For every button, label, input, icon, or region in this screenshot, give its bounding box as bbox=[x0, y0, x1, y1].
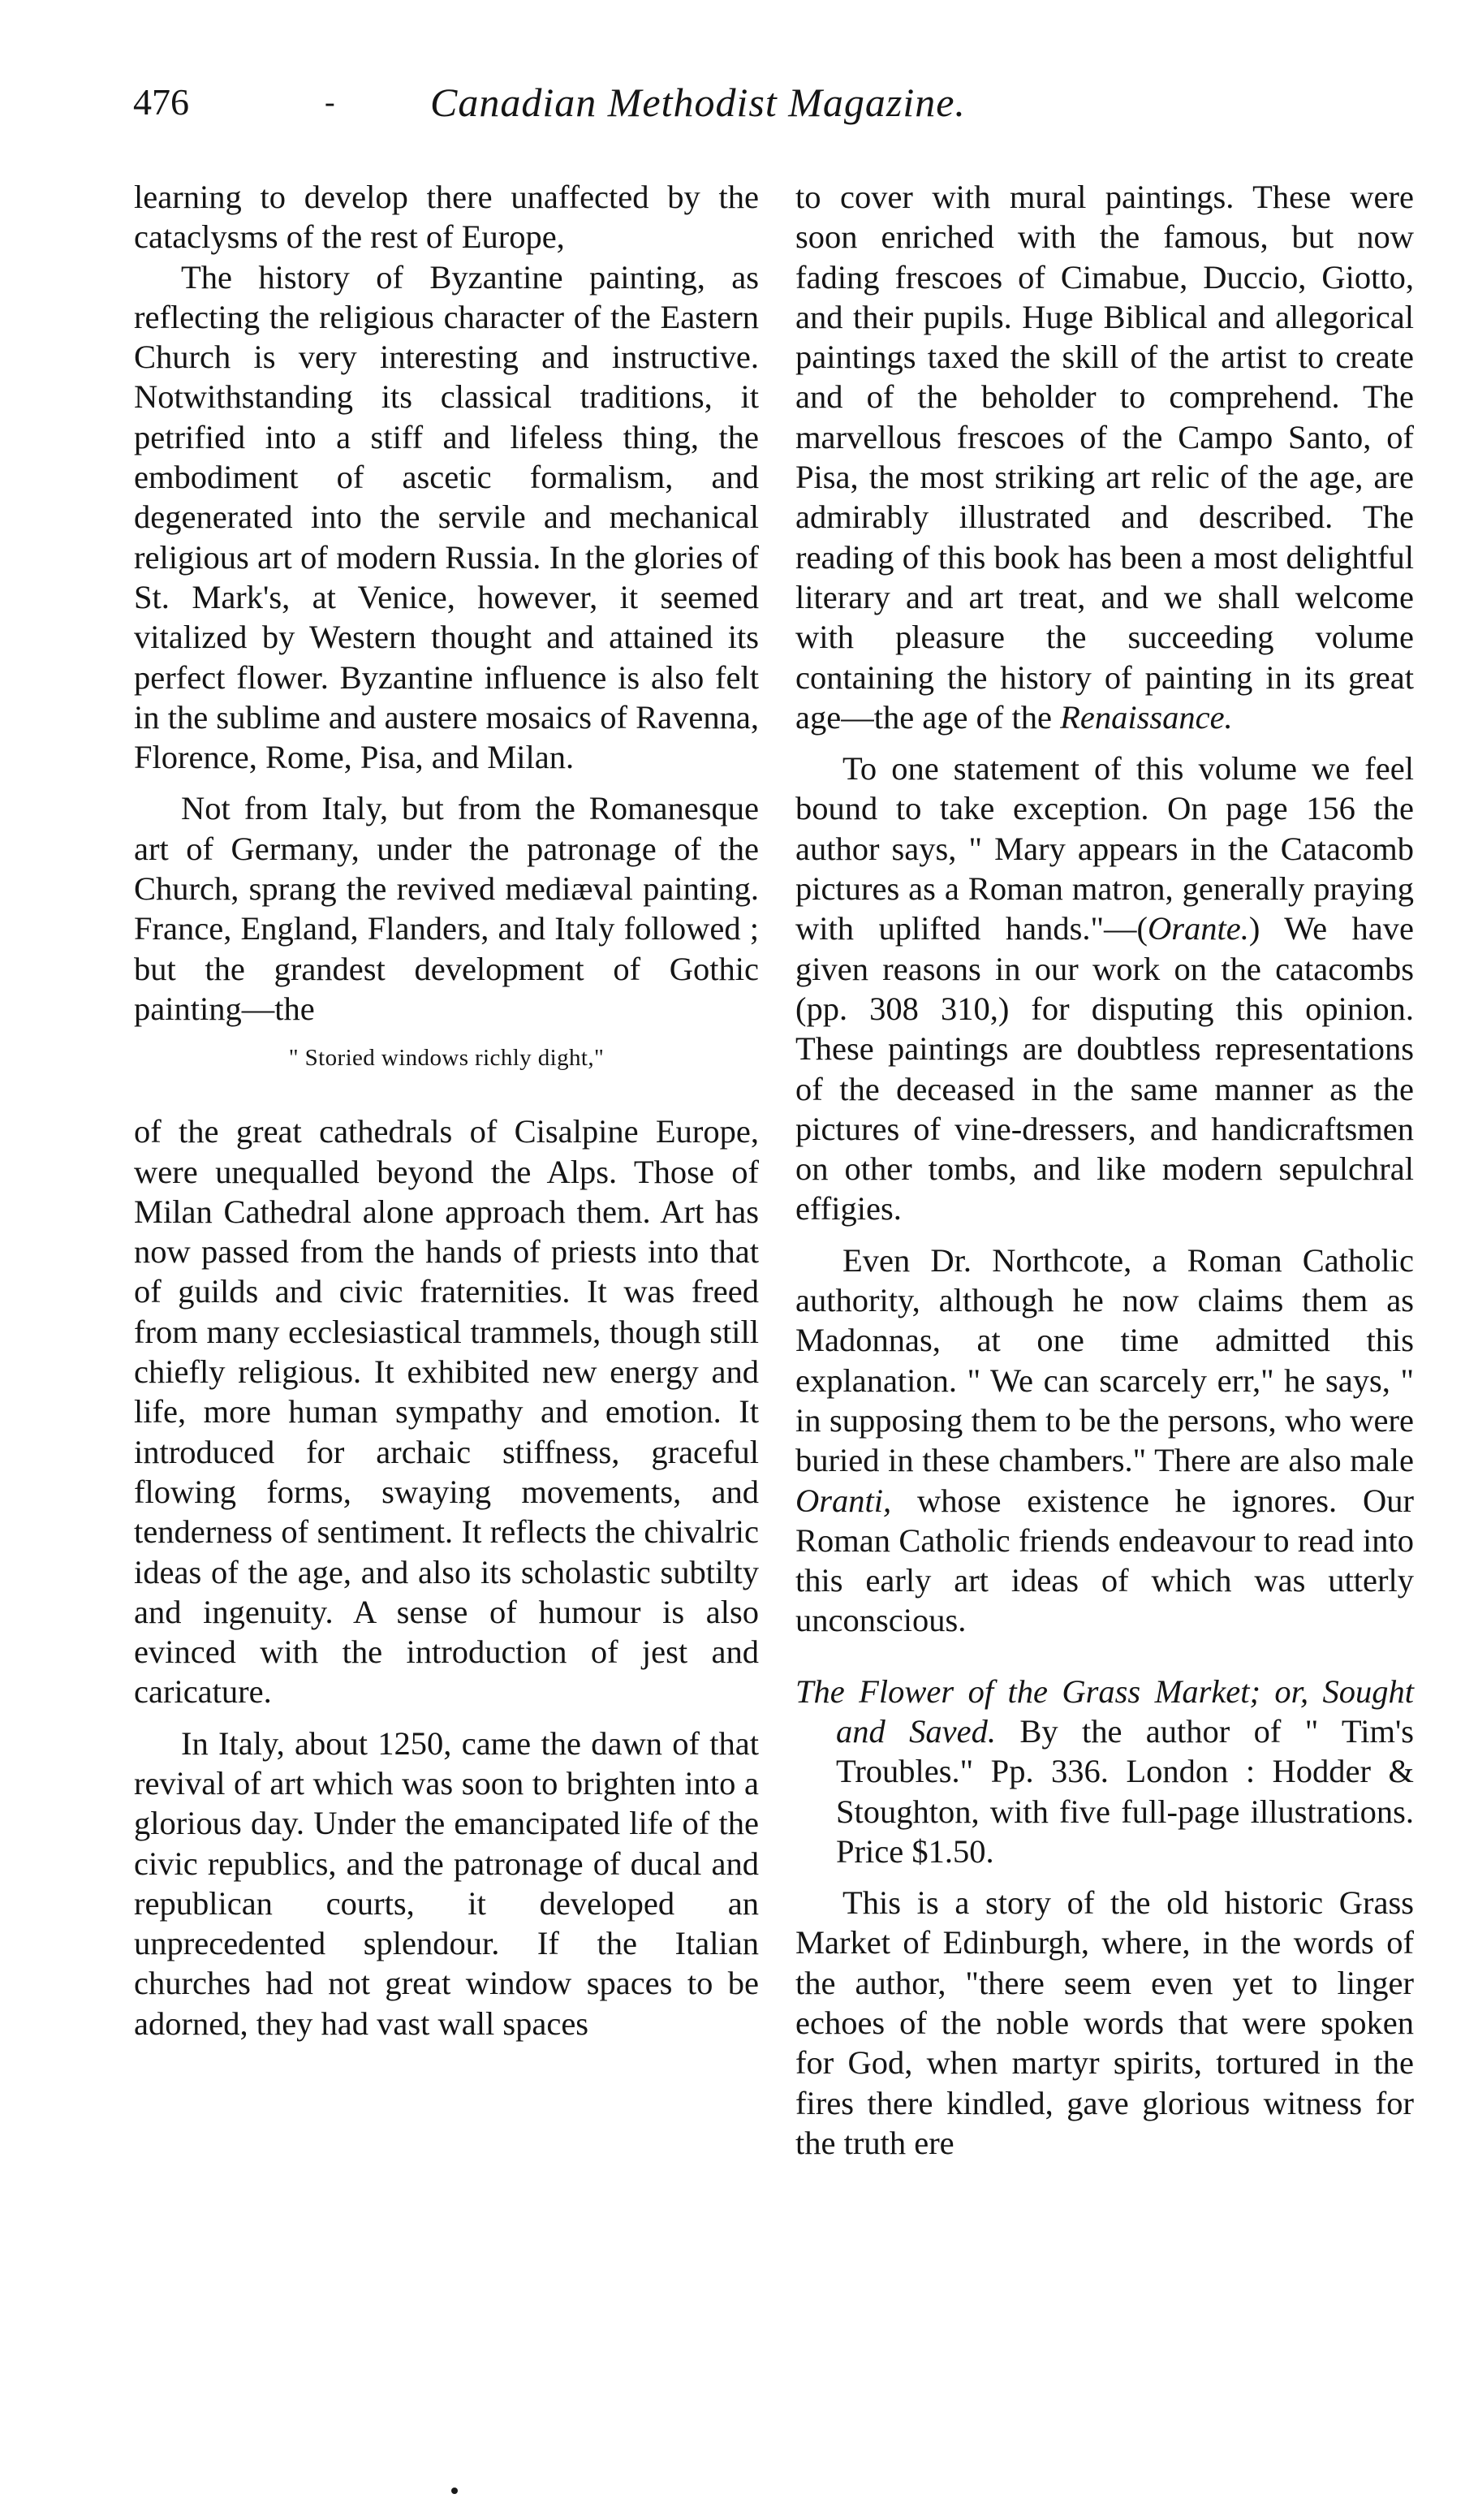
left-column bbox=[134, 177, 759, 2043]
right-paragraph-3 bbox=[795, 1241, 1414, 1641]
right-paragraph-3-text-a: Even Dr. Northcote, a Roman Catholic authority, although he now claims them as Madonnas, at one time admitted this explanation. " We can scarcely err," he says, " in supposing them to be the persons, who were buried in these chambers." There are also male bbox=[795, 1241, 1414, 1479]
right-paragraph-2-text-a: To one statement of this volume we feel bound to take exception. On page 156 the author says, " Mary appears in the Catacomb pictures as a Roman matron, generally praying with uplifted hands."—( bbox=[795, 750, 1414, 947]
left-paragraph-1: learning to develop there unaffected by the cataclysms of the rest of Europe, bbox=[134, 179, 759, 256]
right-paragraph-4: This is a story of the old historic Grass Market of Edinburgh, where, in the words of the author, "there seem even yet to linger echoes of the noble words that were spoken for God, when martyr spirits, tortured in the fires there kindled, gave glorious witness for the truth ere bbox=[795, 1884, 1414, 2161]
left-paragraph-4: of the great cathedrals of Cisalpine Europe, were unequalled beyond the Alps. Those of Milan Cathedral alone approach them. Art has now passed from the hands of priests into that of guilds and civic fraternities. It was freed from many ecclesiastical trammels, though still chiefly religious. It exhibited new energy and life, more human sympathy and emotion. It introduced for archaic stiffness, graceful flowing forms, swaying movements, and tenderness of sentiment. It reflects the chivalric ideas of the age, and also its scholastic subtilty and ingenuity. A sense of humour is also evinced with the introduction of jest and caricature. bbox=[134, 1113, 759, 1711]
quotation: " Storied windows richly dight," bbox=[288, 1045, 605, 1072]
page-number: 476 bbox=[133, 81, 189, 123]
page-header bbox=[122, 78, 1388, 135]
right-paragraph-2-text-b: ) We have given reasons in our work on the catacombs (pp. 308 310,) for disputing this opinion. These paintings are doubtless representations of the deceased in the same manner as the pictures of vine-dressers, and handicraftsmen on other tombs, and like modern sepulchral effigies. bbox=[795, 910, 1414, 1228]
right-paragraph-1 bbox=[795, 177, 1414, 737]
running-title: Canadian Methodist Magazine. bbox=[430, 80, 966, 125]
left-paragraph-3: Not from Italy, but from the Romanesque art of Germany, under the patronage of the Church, sprang the revived mediæval painting. France, England, Flanders, and Italy followed ; but the grandest development of Gothic painting—the bbox=[134, 790, 759, 1027]
orante-italic: Orante. bbox=[1148, 910, 1249, 947]
right-paragraph-3-text-b: whose existence he ignores. Our Roman Catholic friends endeavour to read into this early art ideas of which was utterly unconscious. bbox=[795, 1482, 1414, 1639]
header-dash: ‑ bbox=[325, 85, 335, 119]
left-paragraph-5: In Italy, about 1250, came the dawn of that revival of art which was soon to brighten into a glorious day. Under the emancipated life of the civic republics, and the patronage of ducal and republican courts, it developed an unprecedented splendour. If the Italian churches had not great window spaces to be adorned, they had vast wall spaces bbox=[134, 1724, 759, 2042]
renaissance-italic: Renaissance. bbox=[1060, 698, 1233, 736]
left-paragraph-2: The history of Byzantine painting, as reflecting the religious character of the Eastern Church is very interesting and instructive. Notwithstanding its classical traditions, it petrified into a stiff and lifeless thing, the embodiment of ascetic formalism, and degenerated into the servile and mechanical religious art of modern Russia. In the glories of St. Mark's, at Venice, however, it seemed vitalized by Western thought and attained its perfect flower. Byzantine influence is also felt in the sublime and austere mosaics of Ravenna, Florence, Rome, Pisa, and Milan. bbox=[134, 258, 759, 776]
oranti-italic: Oranti, bbox=[795, 1482, 892, 1519]
book-review-details: By the author of " Tim's Troubles." Pp. 336. London : Hodder & Stoughton, with five full-page illustrations. Price $1.50. bbox=[836, 1712, 1415, 1870]
book-review-title: The Flower of the Grass Market; or, Sought and Saved. bbox=[795, 1672, 1414, 1750]
bottom-dot bbox=[451, 2488, 458, 2494]
book-review-heading bbox=[795, 1672, 1414, 1871]
right-paragraph-1-text: to cover with mural paintings. These were soon enriched with the famous, but now fading frescoes of Cimabue, Duccio, Giotto, and their pupils. Huge Biblical and allegorical paintings taxed the skill of the artist to create and of the beholder to comprehend. The marvellous frescoes of the Campo Santo, of Pisa, the most striking art relic of the age, are admirably illustrated and described. The reading of this book has been a most delightful literary and art treat, and we shall welcome with pleasure the succeeding volume containing the history of painting in its great age—the age of the bbox=[795, 179, 1414, 736]
right-column bbox=[795, 177, 1414, 2163]
right-paragraph-2 bbox=[795, 749, 1414, 1229]
